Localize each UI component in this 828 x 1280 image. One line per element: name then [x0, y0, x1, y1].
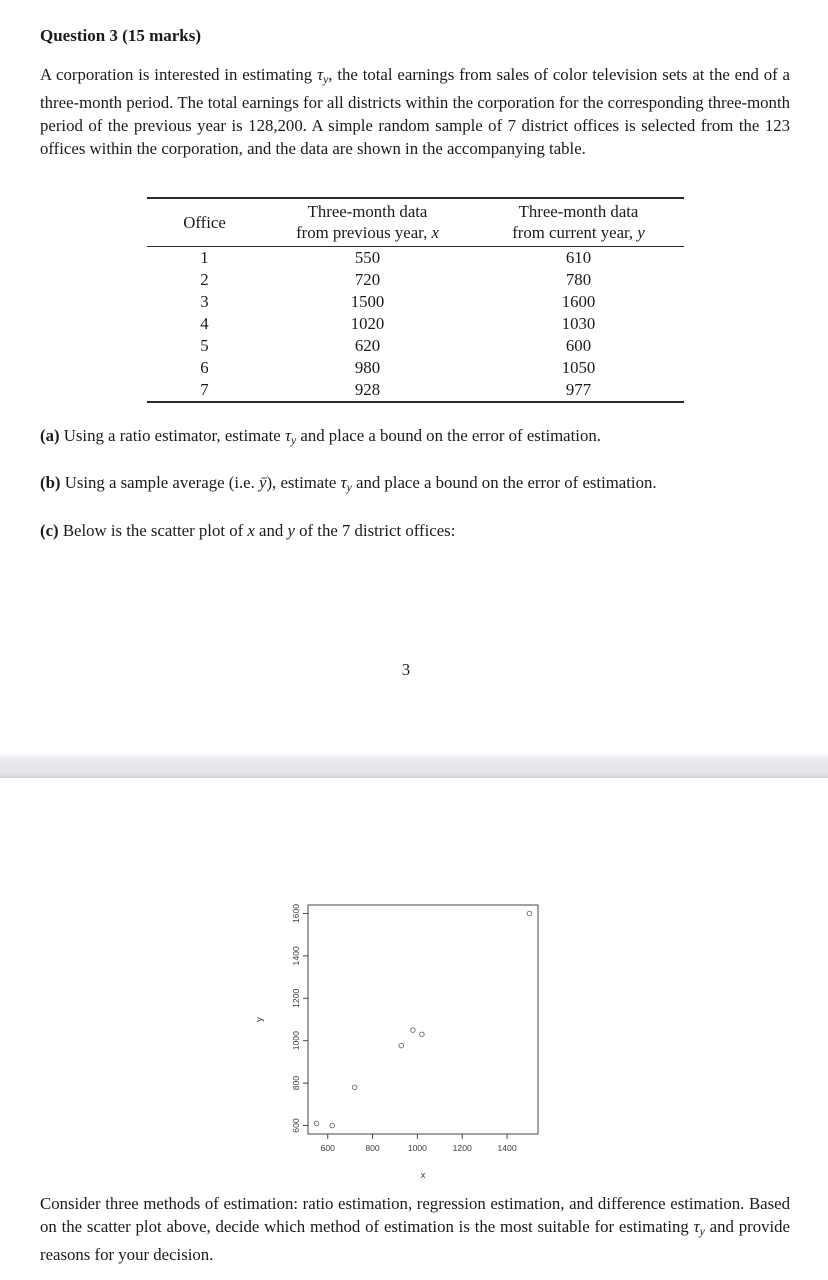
part-a-text: (a) Using a ratio estimator, estimate τy and place a bound on the error of estimation. [40, 426, 601, 447]
x-tick-label: 1400 [497, 1143, 517, 1153]
col-header-y-line2: from current year, y [512, 223, 645, 242]
table-cell: 3 [200, 292, 209, 311]
table-cell: 1030 [561, 314, 596, 333]
table-cell: 1600 [561, 292, 596, 311]
table-cell: 1050 [561, 358, 596, 377]
table-row [147, 313, 684, 335]
table-cell: 928 [354, 380, 381, 399]
col-header-x [262, 198, 473, 247]
x-tick-label: 1000 [407, 1143, 427, 1153]
table-cell: 1500 [350, 292, 385, 311]
table-body [147, 247, 684, 403]
table-cell: 4 [200, 314, 209, 333]
y-tick-label: 1000 [291, 1031, 301, 1051]
page-separator [0, 753, 828, 778]
closing-paragraph: Consider three methods of estimation: ratio estimation, regression estimation, and difference estimation. Based on the scatter plot above, decide which method of estimation is the most suitable for estimating τy and provide reasons for your decision. [40, 1194, 790, 1264]
data-point [399, 1043, 404, 1048]
table-row [147, 247, 684, 270]
table-cell: 980 [354, 358, 381, 377]
table-header [147, 198, 684, 247]
x-tick-label: 800 [365, 1143, 380, 1153]
data-point [411, 1028, 416, 1033]
col-header-y [473, 198, 684, 247]
y-tick-label: 1400 [291, 946, 301, 966]
data-point [420, 1032, 425, 1037]
data-point [352, 1085, 357, 1090]
table-cell: 7 [200, 380, 209, 399]
table-row [147, 379, 684, 402]
col-header-x-line2: from previous year, x [296, 223, 439, 242]
table-row [147, 291, 684, 313]
table-cell: 600 [565, 336, 592, 355]
table-row [147, 335, 684, 357]
scatter-plot-svg [246, 885, 556, 1195]
part-b-text: (b) Using a sample average (i.e. ȳ), estimate τy and place a bound on the error of estimation. [40, 473, 657, 494]
y-tick-label: 800 [291, 1075, 301, 1091]
intro-paragraph: A corporation is interested in estimating τy, the total earnings from sales of color television sets at the end of a three-month period. The total earnings for all districts within the corporation for the corresponding three-month period of the previous year is 128,200. A simple random sample of 7 district offices is selected from the 123 offices within the corporation, and the data are shown in the accompanying table. [40, 65, 791, 158]
question-title: Question 3 (15 marks) [40, 26, 202, 45]
table-header-row [147, 198, 684, 247]
page-number: 3 [401, 660, 411, 679]
table-cell: 977 [565, 380, 592, 399]
table-cell: 620 [354, 336, 381, 355]
col-header-office: Office [183, 212, 226, 232]
data-point [527, 911, 532, 916]
table-cell: 550 [354, 248, 381, 267]
x-tick-label: 600 [320, 1143, 335, 1153]
table-cell: 2 [200, 270, 209, 289]
x-axis-label: x [420, 1170, 426, 1181]
col-header-x-line1: Three-month data [307, 202, 428, 221]
data-point [330, 1123, 335, 1128]
y-tick-label: 600 [291, 1118, 301, 1133]
table-row [147, 269, 684, 291]
data-point [314, 1121, 319, 1126]
table-cell: 780 [565, 270, 592, 289]
table-cell: 5 [200, 336, 209, 355]
table-cell: 1 [200, 248, 209, 267]
table-cell: 610 [565, 248, 592, 267]
table-cell: 720 [354, 270, 381, 289]
y-tick-label: 1200 [291, 988, 301, 1008]
data-table [147, 197, 684, 403]
table-cell: 1020 [350, 314, 385, 333]
col-header-y-line1: Three-month data [518, 202, 639, 221]
table-row [147, 357, 684, 379]
table-cell: 6 [200, 358, 209, 377]
y-tick-label: 1600 [291, 903, 301, 924]
plot-box [308, 905, 538, 1134]
x-tick-label: 1200 [452, 1143, 472, 1153]
part-c-text: (c) Below is the scatter plot of x and y of the 7 district offices: [40, 521, 456, 540]
y-axis-label: y [254, 1017, 265, 1022]
